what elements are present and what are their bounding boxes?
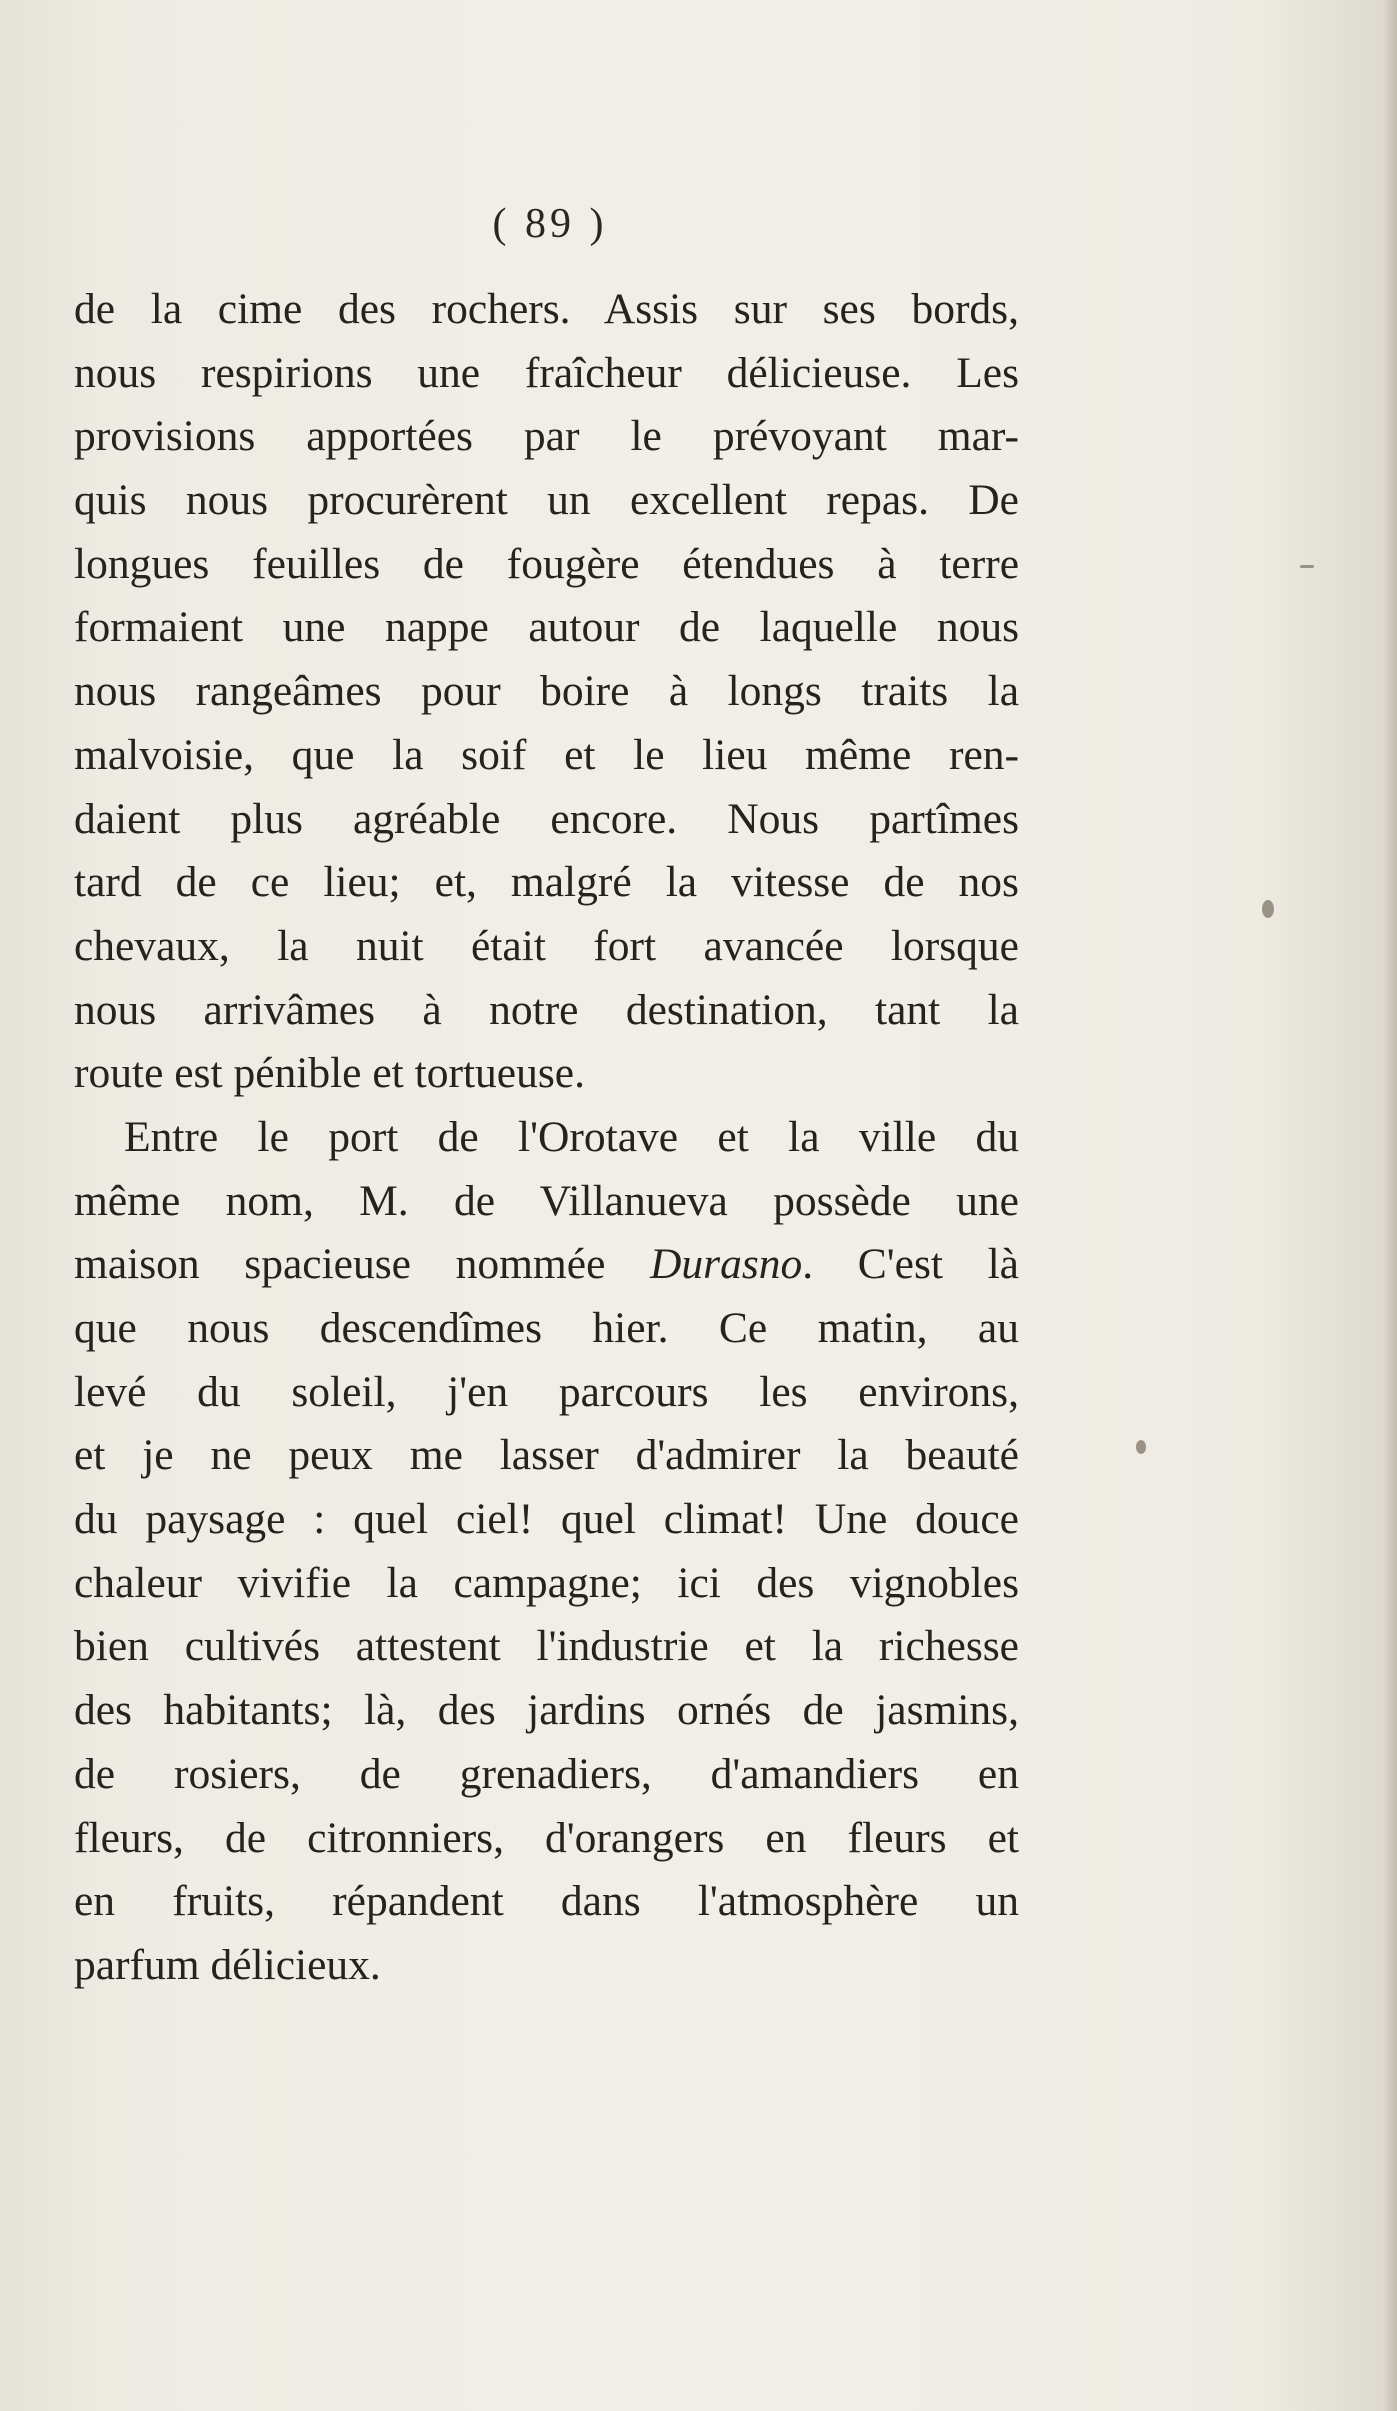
text-line-segment: . C'est là [802,1240,1019,1289]
paper-speck [1136,1440,1146,1454]
text-line: bien cultivés attestent l'industrie et la richesse [74,1622,1019,1671]
text-line: du paysage : quel ciel! quel climat! Une douce [74,1495,1019,1544]
text-line: longues feuilles de fougère étendues à terre [74,539,1019,588]
paper-speck [1300,565,1314,568]
text-line: route est pénible et tortueuse. [74,1049,585,1098]
text-line: malvoisie, que la soif et le lieu même ren- [74,730,1019,779]
text-line: même nom, M. de Villanueva possède une [74,1176,1019,1225]
text-line: parfum délicieux. [74,1940,381,1989]
page-number: ( 89 ) [492,201,608,247]
text-line: nous arrivâmes à notre destination, tant la [74,985,1019,1034]
text-line: chevaux, la nuit était fort avancée lorsque [74,921,1019,970]
text-line: nous rangeâmes pour boire à longs traits la [74,667,1019,716]
text-line: provisions apportées par le prévoyant mar- [74,412,1019,461]
text-line [74,1233,1019,1297]
text-line: nous respirions une fraîcheur délicieuse. Les [74,348,1019,397]
text-line: levé du soleil, j'en parcours les environs, [74,1367,1019,1416]
body-text [74,278,1019,1998]
text-line-segment: maison spacieuse nommée [74,1240,650,1289]
text-line: et je ne peux me lasser d'admirer la beauté [74,1431,1019,1480]
text-line: fleurs, de citronniers, d'orangers en fleurs et [74,1813,1019,1862]
text-line: Entre le port de l'Orotave et la ville du [124,1112,1019,1161]
paper-speck [1262,900,1274,918]
text-line: de rosiers, de grenadiers, d'amandiers en [74,1749,1019,1798]
text-line: tard de ce lieu; et, malgré la vitesse de nos [74,858,1019,907]
text-line: en fruits, répandent dans l'atmosphère un [74,1877,1019,1926]
text-line: que nous descendîmes hier. Ce matin, au [74,1304,1019,1352]
text-line: de la cime des rochers. Assis sur ses bords, [74,285,1019,333]
text-line: quis nous procurèrent un excellent repas. De [74,476,1019,525]
text-line: formaient une nappe autour de laquelle nous [74,603,1019,652]
italic-name: Durasno [650,1240,803,1289]
text-line: daient plus agréable encore. Nous partîmes [74,794,1019,843]
text-line: des habitants; là, des jardins ornés de jasmins, [74,1686,1019,1735]
text-line: chaleur vivifie la campagne; ici des vignobles [74,1558,1019,1607]
